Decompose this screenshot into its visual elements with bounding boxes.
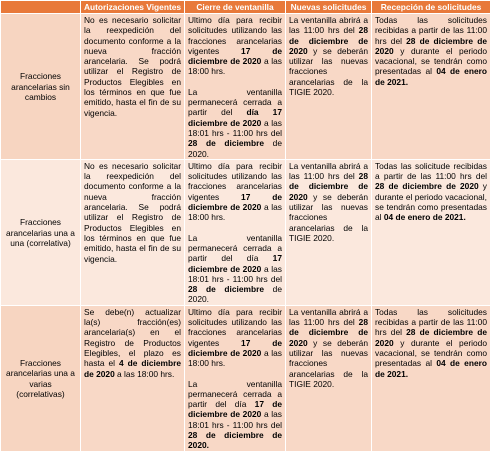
header-recepcion: Recepción de solicitudes xyxy=(372,1,490,14)
cierre-paragraph-1: Ultimo día para recibir solicitudes utilizando las fracciones arancelarias vigentes 17 de diciembre de 2020 a las 18:00 hrs. xyxy=(188,15,282,77)
recepcion-cell xyxy=(372,159,490,305)
nuevas-text: La ventanilla abrirá a las 11:00 hrs del 28 de diciembre de 2020 y se deberán utilizar las nuevas fracciones arancelarias de la TIGIE 2020. xyxy=(289,307,368,389)
autorizaciones-cell xyxy=(81,305,185,451)
table-row xyxy=(1,159,490,305)
row-label: Fracciones arancelarias sin cambios xyxy=(1,14,81,160)
header-cierre: Cierre de ventanilla xyxy=(185,1,286,14)
cierre-cell xyxy=(185,14,286,160)
nuevas-text: La ventanilla abrirá a las 11:00 hrs del 28 de diciembre de 2020 y se deberán utilizar las nuevas fracciones arancelarias de la TIGIE 2020. xyxy=(289,15,368,97)
cierre-paragraph-1: Ultimo día para recibir solicitudes utilizando las fracciones arancelarias vigentes 17 de diciembre de 2020 a las 18:00 hrs. xyxy=(188,307,282,369)
nuevas-cell xyxy=(286,305,372,451)
recepcion-text: Todas las solicitudes recibidas a partir de las 11:00 hrs del 28 de diciembre de 2020 y durante el periodo vacacional, se tendrán como presentadas al 04 de enero de 2021. xyxy=(375,15,487,87)
cierre-paragraph-2: La ventanilla permanecerá cerrada a partir del día 17 de diciembre de 2020 a las 18:01 hrs - 11:00 hrs del 28 de diciembre de 2020. xyxy=(188,379,282,451)
row-label: Fracciones arancelarias una a varias (correlativas) xyxy=(1,305,81,451)
table-row xyxy=(1,14,490,160)
row-label: Fracciones arancelarias una a una (correlativa) xyxy=(1,159,81,305)
header-empty xyxy=(1,1,81,14)
header-autorizaciones: Autorizaciones Vigentes xyxy=(81,1,185,14)
cierre-cell xyxy=(185,305,286,451)
cierre-paragraph-2: La ventanilla permanecerá cerrada a partir del día 17 diciembre de 2020 a las 18:01 hrs - 11:00 hrs del 28 de diciembre de 2020. xyxy=(188,233,282,305)
recepcion-cell xyxy=(372,305,490,451)
cierre-cell xyxy=(185,159,286,305)
recepcion-text: Todas las solicitudes recibidas a partir de las 11:00 hrs del 28 de diciembre de 2020 y durante el periodo vacacional, se tendrán como presentadas al 04 de enero de 2021. xyxy=(375,307,487,379)
cierre-paragraph-1: Ultimo día para recibir solicitudes utilizando las fracciones arancelarias vigentes 17 de diciembre de 2020 a las 18:00 hrs. xyxy=(188,161,282,223)
cierre-paragraph-2: La ventanilla permanecerá cerrada a partir del día 17 diciembre de 2020 a las 18:01 hrs - 11:00 hrs del 28 de diciembre de 2020. xyxy=(188,87,282,159)
header-nuevas: Nuevas solicitudes xyxy=(286,1,372,14)
table-row xyxy=(1,305,490,451)
autorizaciones-cell xyxy=(81,159,185,305)
recepcion-cell xyxy=(372,14,490,160)
autorizaciones-text: No es necesario solicitar la reexpedición del documento conforme a la nueva fracción arancelaria. Se podrá utilizar el Registro de Productos Elegibles en los términos en que fue emitido, hasta el fin de su vigencia. xyxy=(84,161,181,264)
autorizaciones-text: Se debe(n) actualizar la(s) fracción(es) arancelaria(s) en el Registro de Productos Elegibles, el plazo es hasta el 4 de diciembre de 2020 a las 18:00 hrs. xyxy=(84,307,181,379)
autorizaciones-text: No es necesario solicitar la reexpedición del documento conforme a la nueva fracción arancelaria. Se podrá utilizar el Registro de Productos Elegibles en los términos en que fue emitido, hasta el fin de su vigencia. xyxy=(84,15,181,118)
recepcion-text: Todas las solicitude recibidas a partir de las 11:00 hrs del 28 de diciembre de 2020 y durante el periodo vacacional, se tendrán como presentadas al 04 de enero de 2021. xyxy=(375,161,487,223)
header-row xyxy=(1,1,490,14)
nuevas-cell xyxy=(286,159,372,305)
nuevas-cell xyxy=(286,14,372,160)
autorizaciones-cell xyxy=(81,14,185,160)
nuevas-text: La ventanilla abrirá a las 11:00 hrs del 28 de diciembre de 2020 y se deberán utilizar las nuevas fracciones arancelarias de la TIGIE 2020. xyxy=(289,161,368,243)
